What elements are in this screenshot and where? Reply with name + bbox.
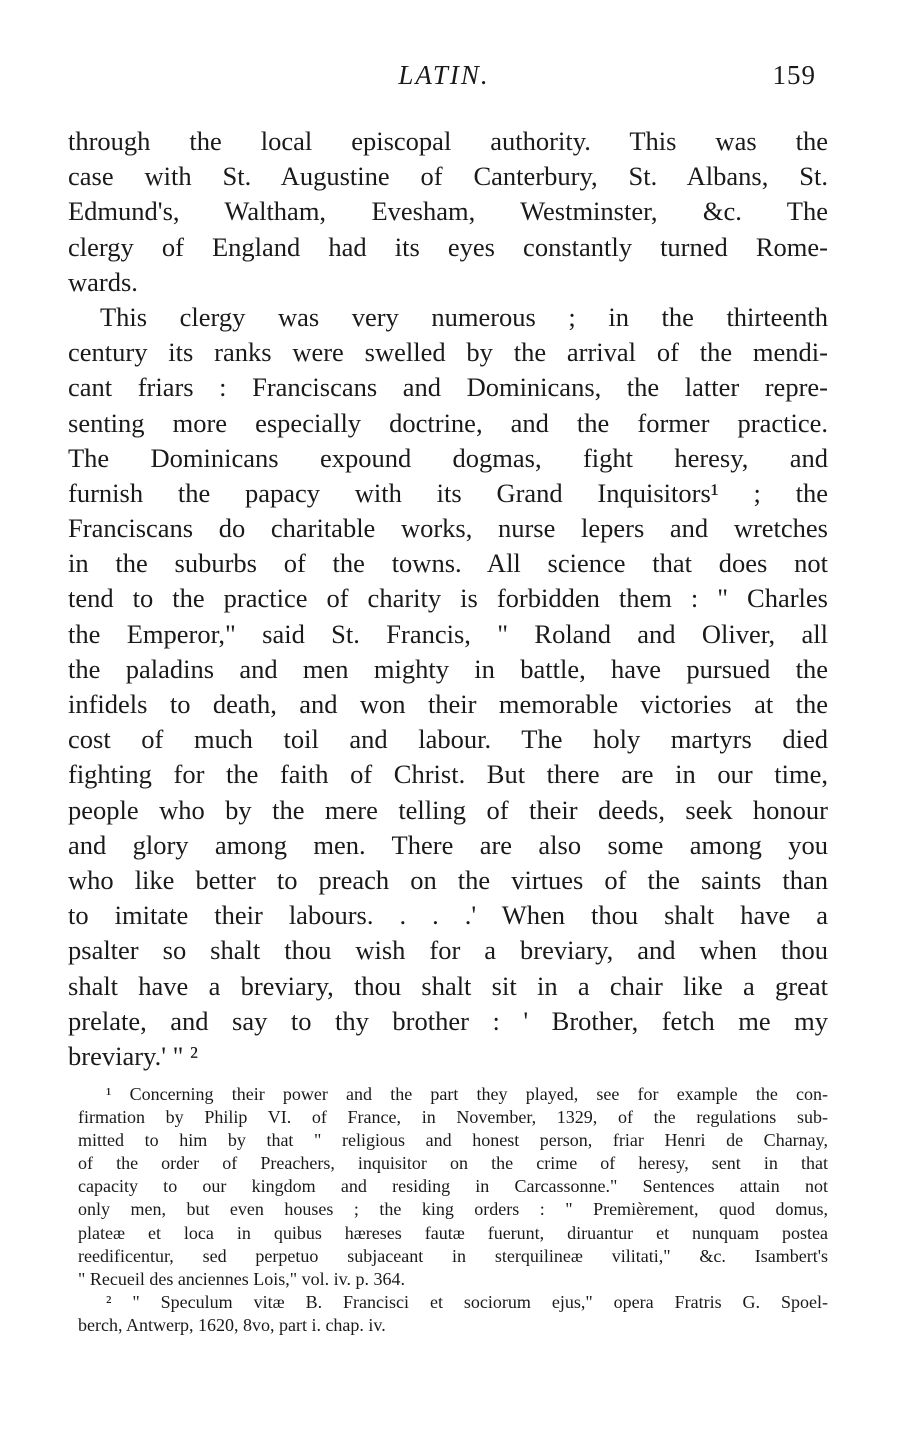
footnote-line: capacity to our kingdom and residing in Carcassonne." Sentences attain not bbox=[78, 1176, 828, 1197]
text-line: shalt have a breviary, thou shalt sit in a chair like a great bbox=[68, 970, 828, 1001]
footnote-line: firmation by Philip VI. of France, in November, 1329, of the regulations sub- bbox=[78, 1107, 828, 1128]
footnote-line: " Recueil des anciennes Lois," vol. iv. p. 364. bbox=[78, 1268, 405, 1289]
text-line: tend to the practice of charity is forbidden them : " Charles bbox=[68, 583, 828, 614]
text-line: century its ranks were swelled by the arrival of the mendi- bbox=[68, 337, 828, 368]
text-line: to imitate their labours. . . .' When thou shalt have a bbox=[68, 900, 828, 931]
text-line: and glory among men. There are also some among you bbox=[68, 829, 828, 860]
text-line: the Emperor," said St. Francis, " Roland and Oliver, all bbox=[68, 618, 828, 649]
footnote-line: berch, Antwerp, 1620, 8vo, part i. chap. iv. bbox=[78, 1314, 386, 1335]
footnote-line: ² " Speculum vitæ B. Francisci et sociorum ejus," opera Fratris G. Spoel- bbox=[106, 1291, 828, 1312]
text-line: cant friars : Franciscans and Dominicans, the latter repre- bbox=[68, 372, 828, 403]
text-line: furnish the papacy with its Grand Inquisitors¹ ; the bbox=[68, 477, 828, 508]
text-line: the paladins and men mighty in battle, have pursued the bbox=[68, 653, 828, 684]
text-line: in the suburbs of the towns. All science that does not bbox=[68, 548, 828, 579]
text-line: infidels to death, and won their memorable victories at the bbox=[68, 689, 828, 719]
body-text bbox=[68, 124, 828, 1074]
page-number: 159 bbox=[772, 60, 816, 90]
text-line: The Dominicans expound dogmas, fight heresy, and bbox=[68, 442, 828, 473]
footnote-line: mitted to him by that " religious and honest person, friar Henri de Charnay, bbox=[78, 1130, 828, 1151]
text-line: people who by the mere telling of their deeds, seek honour bbox=[68, 794, 828, 825]
text-line: case with St. Augustine of Canterbury, St. Albans, St. bbox=[68, 161, 828, 192]
text-line: clergy of England had its eyes constantly turned Rome- bbox=[68, 231, 828, 262]
footnote-line: plateæ et loca in quibus hæreses fautæ fuerunt, diruantur et nunquam postea bbox=[78, 1222, 828, 1243]
text-line: senting more especially doctrine, and the former practice. bbox=[68, 407, 828, 438]
running-title: LATIN. bbox=[398, 60, 490, 90]
footnote-line: of the order of Preachers, inquisitor on the crime of heresy, sent in that bbox=[78, 1153, 828, 1174]
text-line: wards. bbox=[68, 266, 138, 297]
text-line: psalter so shalt thou wish for a breviary, and when thou bbox=[68, 935, 828, 966]
footnote-line: reedificentur, sed perpetuo subjaceant in sterquilineæ vilitati," &c. Isambert's bbox=[78, 1245, 828, 1266]
text-line: who like better to preach on the virtues of the saints than bbox=[68, 864, 828, 895]
footnote-line: ¹ Concerning their power and the part they played, see for example the con- bbox=[106, 1084, 828, 1104]
text-line: prelate, and say to thy brother : ' Brother, fetch me my bbox=[68, 1005, 828, 1036]
text-line: Franciscans do charitable works, nurse lepers and wretches bbox=[68, 513, 828, 544]
page-header bbox=[68, 60, 820, 100]
text-line: through the local episcopal authority. This was the bbox=[68, 126, 828, 156]
footnotes bbox=[78, 1083, 828, 1337]
text-line: Edmund's, Waltham, Evesham, Westminster, &c. The bbox=[68, 196, 828, 227]
text-line: fighting for the faith of Christ. But there are in our time, bbox=[68, 759, 828, 790]
text-line: breviary.' " ² bbox=[68, 1040, 198, 1071]
text-line: This clergy was very numerous ; in the thirteenth bbox=[100, 301, 828, 332]
text-line: cost of much toil and labour. The holy martyrs died bbox=[68, 724, 828, 755]
footnote-line: only men, but even houses ; the king orders : " Premièrement, quod domus, bbox=[78, 1199, 828, 1220]
